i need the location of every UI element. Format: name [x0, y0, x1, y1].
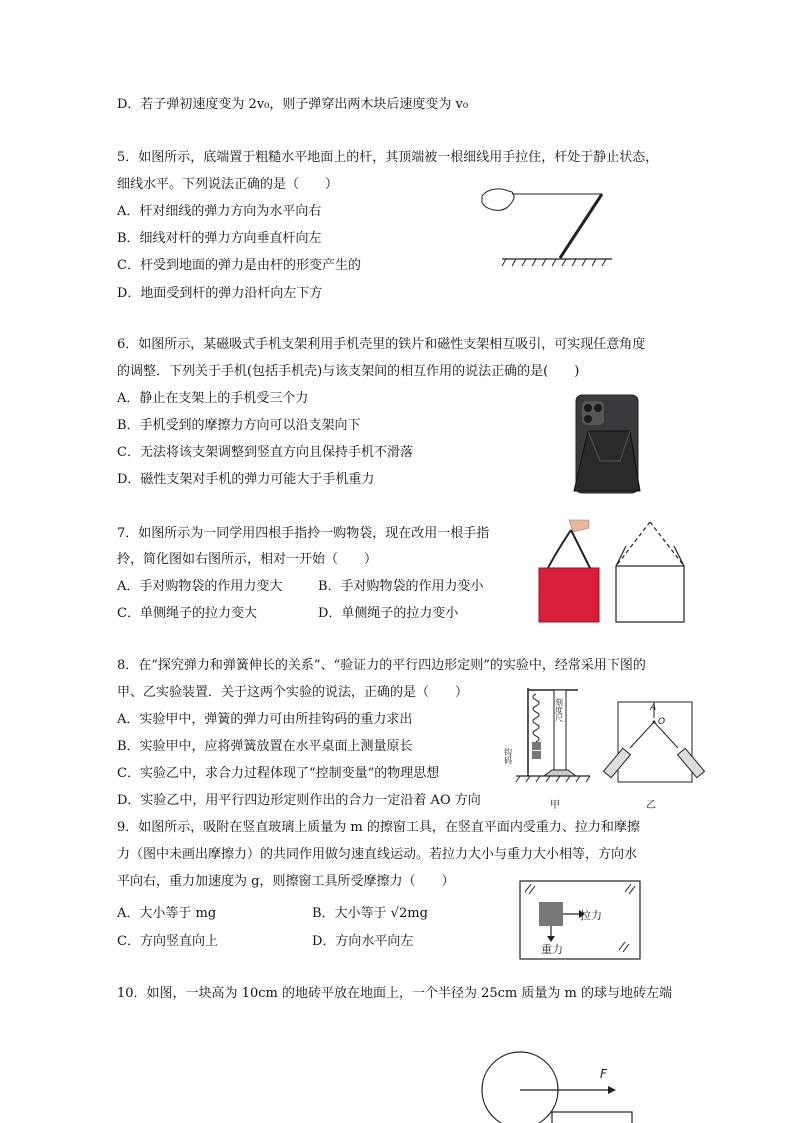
q8-option-b: B．实验甲中，应将弹簧放置在水平桌面上测量原长 — [117, 739, 413, 754]
q6-stem-line1: 6．如图所示，某磁吸式手机支架利用手机壳里的铁片和磁性支架相互吸引，可实现任意角度 — [117, 337, 646, 352]
q7-option-b: B．手对购物袋的作用力变小 — [318, 579, 484, 594]
q4-option-d: D．若子弹初速度变为 2v₀，则子弹穿出两木块后速度变为 v₀ — [117, 97, 469, 112]
parallelogram-apparatus-yi — [604, 702, 705, 811]
q5-option-b: B．细线对杆的弹力方向垂直杆向左 — [117, 231, 322, 246]
q5-stem-line1: 5．如图所示，底端置于粗糙水平地面上的杆，其顶端被一根细线用手拉住，杆处于静止状态， — [117, 150, 659, 165]
q7-option-d: D．单侧绳子的拉力变小 — [318, 606, 459, 621]
one-finger-string-left — [616, 522, 650, 566]
q8-stem-line2: 甲、乙实验装置．关于这两个实验的说法，正确的是（ ） — [117, 685, 469, 700]
q6-stem-line2: 的调整．下列关于手机(包括手机壳)与该支架间的相互作用的说法正确的是( ) — [117, 364, 580, 379]
q9-option-a: A．大小等于 mg — [117, 906, 217, 921]
q9-option-d: D．方向水平向左 — [312, 934, 414, 949]
point-a-label: A — [650, 703, 657, 713]
q9-stem-line1: 9．如图所示，吸附在竖直玻璃上质量为 m 的擦窗工具，在竖直平面内受重力、拉力和摩擦 — [117, 820, 640, 835]
bag-box — [616, 566, 684, 622]
q5-rod-figure — [478, 180, 618, 272]
q9-stem-line2: 力（图中未画出摩擦力）的共同作用做匀速直线运动。若拉力大小与重力大小相等，方向水 — [117, 847, 638, 862]
cleaner-block — [539, 902, 563, 926]
bag-handle — [547, 530, 591, 570]
q5-stem-line2: 细线水平。下列说法正确的是（ ） — [117, 177, 339, 192]
q5-option-a: A．杆对细线的弹力方向为水平向右 — [117, 204, 322, 219]
hand-icon — [482, 189, 514, 210]
shopping-bag-icon — [539, 568, 599, 622]
q6-option-c: C．无法将该支架调整到竖直方向且保持手机不滑落 — [117, 445, 413, 460]
ball-circle — [482, 1052, 558, 1123]
q6-option-b: B．手机受到的摩擦力方向可以沿支架向下 — [117, 418, 361, 433]
q10-ball-brick-figure — [478, 1044, 638, 1123]
pull-label: 拉力 — [580, 909, 602, 922]
q10-stem-line1: 10．如图，一块高为 10cm 的地砖平放在地面上，一个半径为 25cm 质量为 m 的球与地砖左端 — [117, 986, 672, 1001]
q9-stem-line3: 平向右，重力加速度为 g，则擦窗工具所受摩擦力（ ） — [117, 874, 455, 889]
spring-apparatus-jia — [504, 688, 591, 811]
q9-option-b: B．大小等于 √2mg — [312, 906, 428, 921]
q8-apparatus-figure — [503, 684, 706, 812]
q6-option-d: D．磁性支架对手机的弹力可能大于手机重力 — [117, 472, 375, 487]
four-finger-string-left — [616, 546, 626, 566]
q8-option-d: D．实验乙中，用平行四边形定则作出的合力一定沿着 AO 方向 — [117, 793, 481, 808]
ruler-label: 刻度尺 — [554, 698, 564, 722]
q8-stem-line1: 8．在“探究弹力和弹簧伸长的关系”、“验证力的平行四边形定则”的实验中，经常采用下图的 — [117, 658, 646, 673]
q6-option-a: A．静止在支架上的手机受三个力 — [117, 391, 309, 406]
four-finger-string-right — [674, 546, 684, 566]
q7-bag-diagram — [612, 518, 688, 626]
q9-option-c: C．方向竖直向上 — [117, 934, 218, 949]
q7-stem-line1: 7．如图所示为一同学用四根手指拎一购物袋，现在改用一根手指 — [117, 526, 490, 541]
figure-yi-label: 乙 — [646, 800, 656, 811]
q6-phone-holder-figure — [568, 391, 648, 499]
q8-option-c: C．实验乙中，求合力过程体现了“控制变量”的物理思想 — [117, 766, 440, 781]
q7-stem-line2: 拎，简化图如右图所示，相对一开始（ ） — [117, 552, 378, 567]
gravity-label: 重力 — [541, 943, 563, 956]
q7-option-c: C．单侧绳子的拉力变大 — [117, 606, 257, 621]
spring-icon — [533, 694, 539, 742]
q5-option-c: C．杆受到地面的弹力是由杆的形变产生的 — [117, 258, 361, 273]
weights-label: 钩码 — [503, 748, 513, 764]
one-finger-string-right — [650, 522, 684, 566]
force-f-label: F — [600, 1067, 607, 1081]
floor-brick — [552, 1112, 632, 1123]
ground-hatch — [502, 259, 606, 266]
figure-jia-label: 甲 — [550, 800, 560, 811]
q8-option-a: A．实验甲中，弹簧的弹力可由所挂钩码的重力求出 — [117, 712, 413, 727]
rod — [560, 194, 602, 258]
point-o-label: O — [658, 717, 666, 727]
q7-shopping-bag-photo — [525, 514, 610, 626]
q7-option-a: A．手对购物袋的作用力变大 — [117, 579, 283, 594]
q5-option-d: D．地面受到杆的弹力沿杆向左下方 — [117, 286, 323, 301]
q9-window-cleaner-figure — [519, 880, 643, 962]
